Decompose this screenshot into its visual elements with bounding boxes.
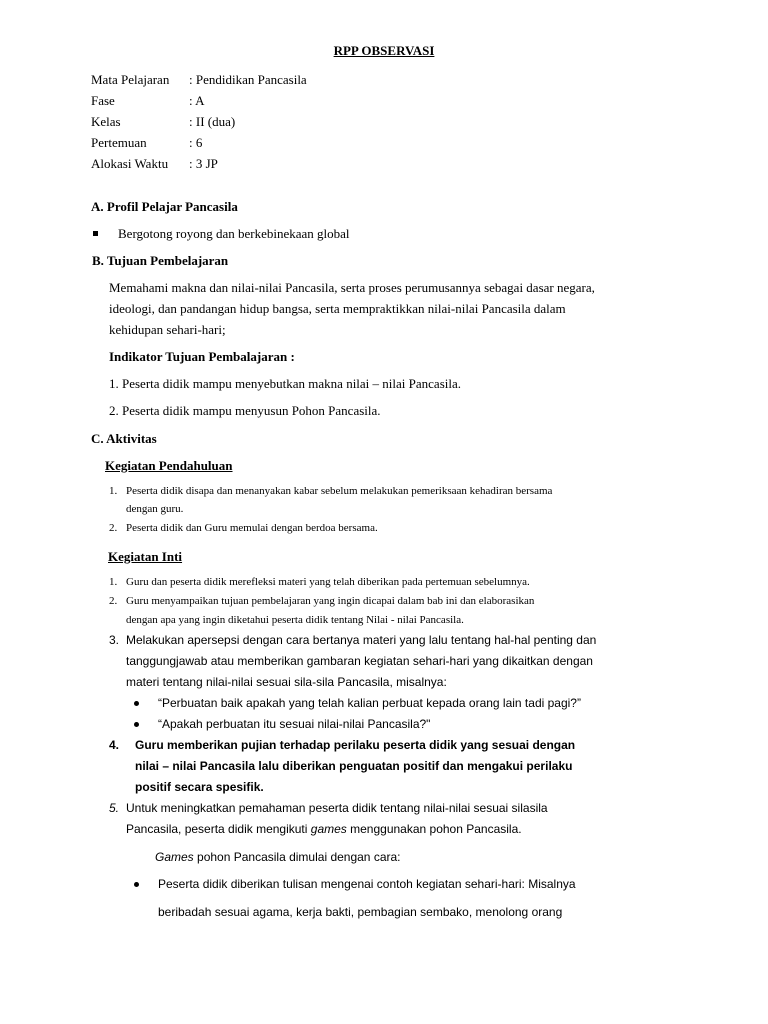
document-title: RPP OBSERVASI xyxy=(333,43,435,58)
info-label-kelas: Kelas xyxy=(91,114,121,129)
inti-item-line: Untuk meningkatkan pemahaman peserta didik tentang nilai-nilai sesuai silasila xyxy=(126,801,548,815)
pendahuluan-item-line: dengan guru. xyxy=(126,503,184,515)
list-number: 4. xyxy=(109,738,120,752)
section-c-heading: C. Aktivitas xyxy=(91,431,157,446)
inti-3-bullet: “Apakah perbuatan itu sesuai nilai-nilai Pancasila?" xyxy=(158,717,431,731)
list-number: 3. xyxy=(109,633,120,647)
pendahuluan-item-line: Peserta didik disapa dan menanyakan kabar sebelum melakukan pemeriksaan kehadiran bersama xyxy=(126,485,553,497)
info-value-fase: : A xyxy=(189,93,205,108)
info-label-mapel: Mata Pelajaran xyxy=(91,72,170,87)
info-label-fase: Fase xyxy=(91,93,115,108)
games-intro-text: pohon Pancasila dimulai dengan cara: xyxy=(193,850,401,864)
inti-item-line: Guru dan peserta didik merefleksi materi yang telah diberikan pada pertemuan sebelumnya. xyxy=(126,576,530,588)
indikator-item: 2. Peserta didik mampu menyusun Pohon Pancasila. xyxy=(109,403,381,418)
games-word: games xyxy=(310,822,347,836)
section-b-heading: B. Tujuan Pembelajaran xyxy=(92,253,229,268)
inti-item-line: materi tentang nilai-nilai sesuai sila-sila Pancasila, misalnya: xyxy=(126,675,447,689)
info-value-pertemuan: : 6 xyxy=(189,135,203,150)
inti-item-line: tanggungjawab atau memberikan gambaran kegiatan sehari-hari yang dikaitkan dengan xyxy=(126,654,593,668)
inti-item-line: Guru menyampaikan tujuan pembelajaran yang ingin dicapai dalam bab ini dan elaborasikan xyxy=(126,595,535,607)
bullet-dot-icon xyxy=(134,701,139,706)
inti-item-line: nilai – nilai Pancasila lalu diberikan penguatan positif dan mengakui perilaku xyxy=(135,759,573,773)
games-bullet-line: beribadah sesuai agama, kerja bakti, pembagian sembako, menolong orang xyxy=(158,905,563,919)
square-bullet-icon xyxy=(93,231,98,236)
info-value-mapel: : Pendidikan Pancasila xyxy=(189,72,307,87)
indikator-item: 1. Peserta didik mampu menyebutkan makna nilai – nilai Pancasila. xyxy=(109,376,461,391)
bullet-dot-icon xyxy=(134,882,139,887)
list-number: 5. xyxy=(109,801,120,815)
info-value-alokasi: : 3 JP xyxy=(189,156,218,171)
inti-item-line: dengan apa yang ingin diketahui peserta didik tentang Nilai - nilai Pancasila. xyxy=(126,614,464,626)
info-label-pertemuan: Pertemuan xyxy=(91,135,147,150)
tujuan-paragraph-line: ideologi, dan pandangan hidup bangsa, serta mempraktikkan nilai-nilai Pancasila dalam xyxy=(109,301,566,316)
inti-item-line: Melakukan apersepsi dengan cara bertanya materi yang lalu tentang hal-hal penting dan xyxy=(126,633,597,647)
inti-5-text: Pancasila, peserta didik mengikuti xyxy=(126,822,311,836)
indikator-heading: Indikator Tujuan Pembalajaran : xyxy=(109,349,295,364)
list-number: 1. xyxy=(109,485,118,497)
games-bullet-line: Peserta didik diberikan tulisan mengenai contoh kegiatan sehari-hari: Misalnya xyxy=(158,877,576,891)
inti-item-line: positif secara spesifik. xyxy=(135,780,264,794)
profil-bullet-text: Bergotong royong dan berkebinekaan global xyxy=(118,226,350,241)
list-number: 2. xyxy=(109,595,118,607)
info-label-alokasi: Alokasi Waktu xyxy=(91,156,169,171)
section-a-heading: A. Profil Pelajar Pancasila xyxy=(91,199,238,214)
games-word: Games xyxy=(155,850,194,864)
info-value-kelas: : II (dua) xyxy=(189,114,236,129)
tujuan-paragraph-line: Memahami makna dan nilai-nilai Pancasila, serta proses perumusannya sebagai dasar negara, xyxy=(109,280,595,295)
games-intro-line xyxy=(155,851,401,863)
inti-3-bullet: “Perbuatan baik apakah yang telah kalian perbuat kepada orang lain tadi pagi?” xyxy=(158,696,581,710)
pendahuluan-heading: Kegiatan Pendahuluan xyxy=(105,458,233,473)
inti-5-text: menggunakan pohon Pancasila. xyxy=(346,822,522,836)
list-number: 1. xyxy=(109,576,118,588)
pendahuluan-item-line: Peserta didik dan Guru memulai dengan berdoa bersama. xyxy=(126,522,378,534)
inti-heading: Kegiatan Inti xyxy=(108,549,183,564)
inti-item-line: Guru memberikan pujian terhadap perilaku peserta didik yang sesuai dengan xyxy=(135,738,576,752)
tujuan-paragraph-line: kehidupan sehari-hari; xyxy=(109,322,226,337)
bullet-dot-icon xyxy=(134,722,139,727)
list-number: 2. xyxy=(109,522,118,534)
inti-item-line xyxy=(126,823,522,835)
